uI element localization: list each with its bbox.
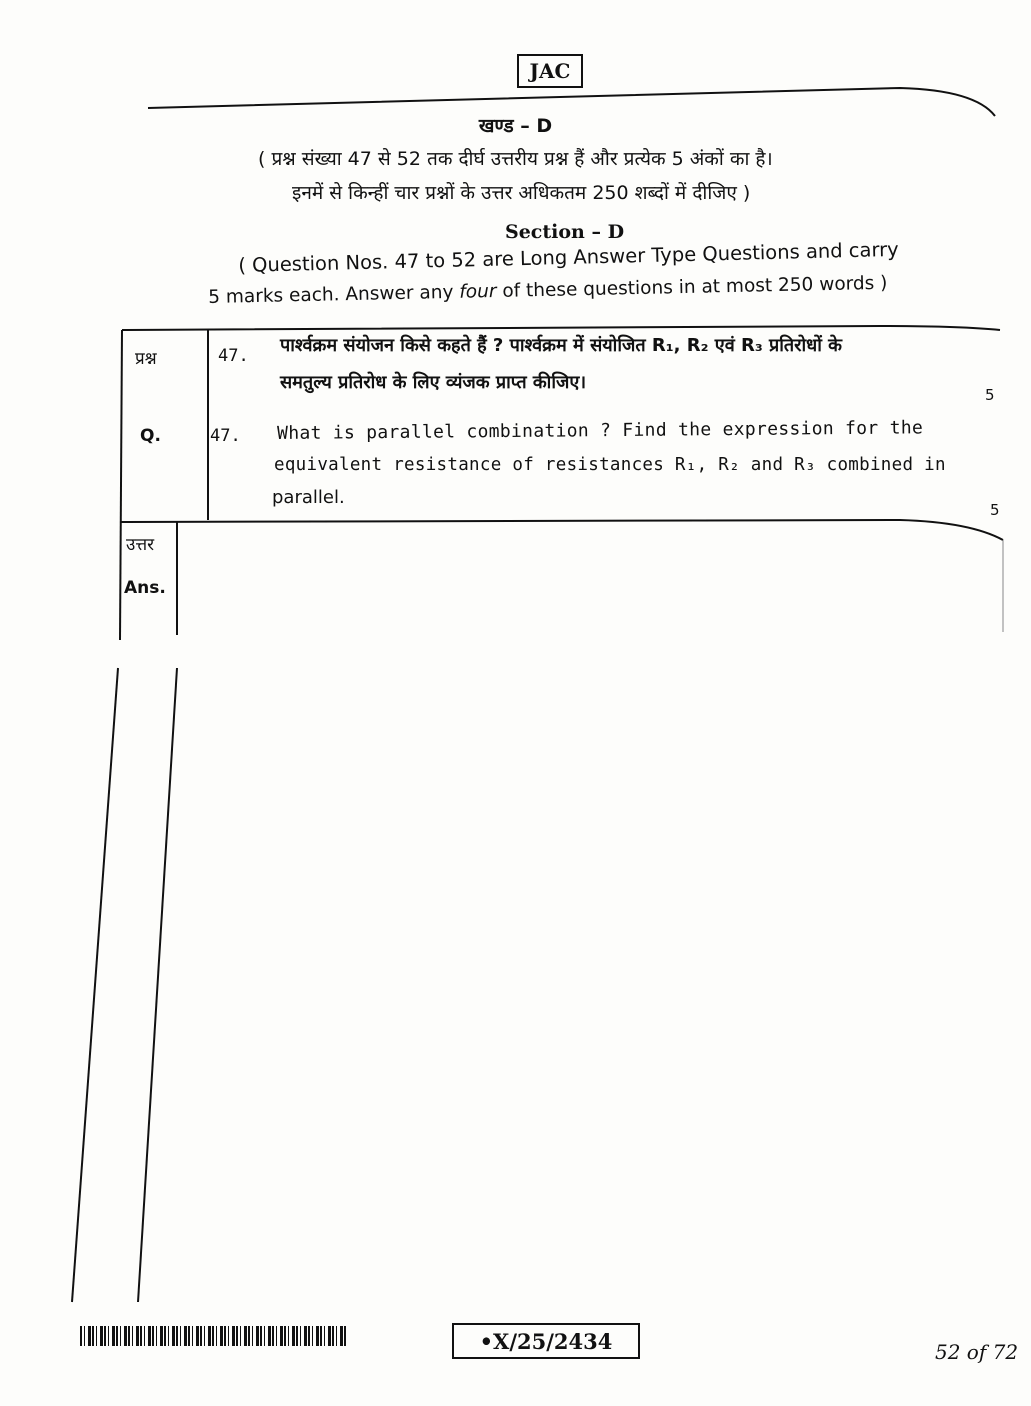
- section-title-english: Section – D: [505, 221, 625, 243]
- paper-code: •X/25/2434: [452, 1323, 640, 1359]
- barcode: [80, 1326, 346, 1346]
- question-text-english-line2: equivalent resistance of resistances R₁, R₂ and R₃ combined in: [274, 455, 946, 475]
- question-number-english: 47.: [210, 426, 241, 446]
- section-instructions-english-line1: ( Question Nos. 47 to 52 are Long Answer Type Questions and carry: [238, 237, 899, 277]
- answer-label-english: Ans.: [124, 578, 166, 598]
- answer-label-hindi: उत्तर: [126, 535, 155, 555]
- question-text-hindi-line2: समतुल्य प्रतिरोध के लिए व्यंजक प्राप्त कीजिए।: [280, 372, 587, 393]
- page-number: 52 of 72: [935, 1340, 1019, 1364]
- section-instructions-hindi-line1: ( प्रश्न संख्या 47 से 52 तक दीर्घ उत्तरीय प्रश्न हैं और प्रत्येक 5 अंकों का है।: [258, 148, 773, 170]
- answer-area[interactable]: [180, 540, 1000, 1300]
- jac-badge: JAC: [517, 54, 583, 88]
- section-title-hindi: खण्ड – D: [478, 115, 553, 137]
- question-label-english: Q.: [140, 426, 161, 446]
- instructions-emphasis: four: [459, 280, 497, 303]
- instructions-text: 5 marks each. Answer any: [208, 281, 460, 308]
- marks-english: 5: [990, 501, 1000, 519]
- question-text-english-line3: parallel.: [272, 487, 345, 508]
- section-instructions-hindi-line2: इनमें से किन्हीं चार प्रश्नों के उत्तर अधिकतम 250 शब्दों में दीजिए ): [292, 182, 751, 204]
- question-label-hindi: प्रश्न: [135, 349, 157, 369]
- instructions-text-end: of these questions in at most 250 words ): [496, 272, 888, 302]
- question-text-hindi-line1: पार्श्वक्रम संयोजन किसे कहते हैं ? पार्श्वक्रम में संयोजित R₁, R₂ एवं R₃ प्रतिरोधों के: [280, 335, 842, 356]
- marks-hindi: 5: [985, 386, 995, 404]
- question-number-hindi: 47.: [218, 346, 249, 366]
- question-text-english-line1: What is parallel combination ? Find the expression for the: [277, 417, 924, 444]
